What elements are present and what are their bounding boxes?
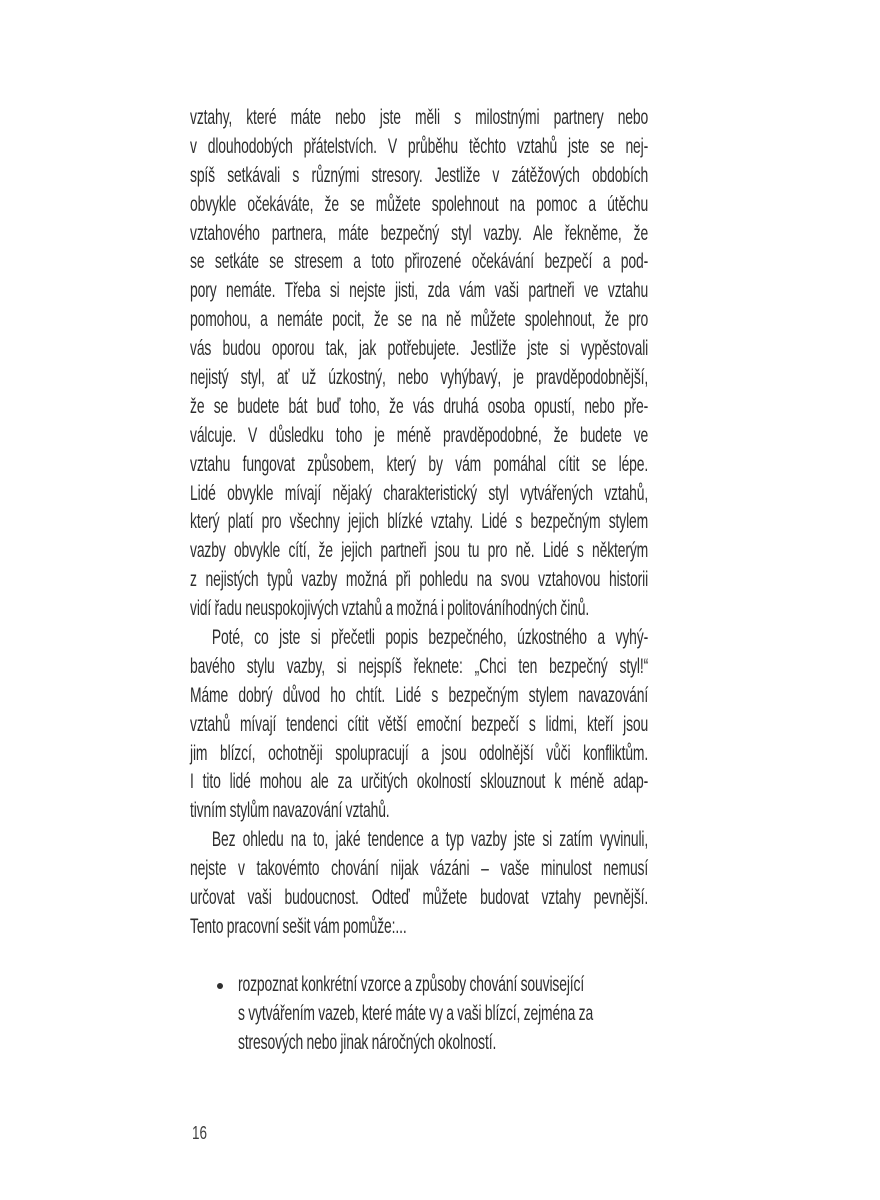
bullet-text-line: stresových nebo jinak náročných okolností. <box>238 1030 497 1054</box>
text-line: spíš setkávali s různými stresory. Jestliže v zátěžových obdobích <box>190 163 649 187</box>
text-line: bavého stylu vazby, si nejspíš řeknete: „Chci ten bezpečný styl!“ <box>190 654 649 678</box>
text-line: vás budou oporou tak, jak potřebujete. Jestliže jste si vypěstovali <box>190 337 649 361</box>
text-line: pory nemáte. Třeba si nejste jisti, zda vám vaši partneři ve vztahu <box>190 279 649 303</box>
bullet-text-line: s vytvářením vazeb, které máte vy a vaši blízcí, zejména za <box>238 1001 594 1025</box>
bullet-text-line: rozpoznat konkrétní vzorce a způsoby chování související <box>238 972 585 996</box>
text-line: vazby obvykle cítí, že jejich partneři jsou tu pro ně. Lidé s některým <box>190 539 649 563</box>
text-column <box>190 104 648 1058</box>
text-line: vztahů mívají tendenci cítit větší emoční bezpečí s lidmi, kteří jsou <box>190 712 649 736</box>
text-line: že se budete bát buď toho, že vás druhá osoba opustí, nebo pře- <box>190 394 649 418</box>
bullet-icon <box>217 983 223 989</box>
text-line: obvykle očekáváte, že se můžete spolehnout na pomoc a útěchu <box>190 192 649 216</box>
text-line: vztahového partnera, máte bezpečný styl vazby. Ale řekněme, že <box>190 221 649 245</box>
text-line: Poté, co jste si přečetli popis bezpečného, úzkostného a vyhý- <box>211 626 649 650</box>
text-line: válcuje. V důsledku toho je méně pravděpodobné, že budete ve <box>190 423 649 447</box>
paragraph <box>190 104 648 624</box>
text-line: tivním stylům navazování vztahů. <box>190 799 390 823</box>
text-line: Máme dobrý důvod ho chtít. Lidé s bezpečným stylem navazování <box>190 683 649 707</box>
text-line: Lidé obvykle mívají nějaký charakteristický styl vytvářených vztahů, <box>190 481 649 505</box>
text-line: který platí pro všechny jejich blízké vztahy. Lidé s bezpečným stylem <box>190 510 649 534</box>
list-item <box>238 971 648 1058</box>
text-line: nejistý styl, ať už úzkostný, nebo vyhýbavý, je pravděpodobnější, <box>190 366 649 390</box>
text-line: Tento pracovní sešit vám pomůže:... <box>190 914 407 938</box>
page-number: 16 <box>192 1123 208 1143</box>
text-line: Bez ohledu na to, jaké tendence a typ vazby jste si zatím vyvinuli, <box>211 828 649 852</box>
text-line: vztahu fungovat způsobem, který by vám pomáhal cítit se lépe. <box>190 452 649 476</box>
text-line: v dlouhodobých přátelstvích. V průběhu těchto vztahů jste se nej- <box>190 134 649 158</box>
text-line: vidí řadu neuspokojivých vztahů a možná i politováníhodných činů. <box>190 597 590 621</box>
text-line: určovat vaši budoucnost. Odteď můžete budovat vztahy pevnější. <box>190 886 649 910</box>
text-line: I tito lidé mohou ale za určitých okolností sklouznout k méně adap- <box>190 770 649 794</box>
paragraph <box>190 826 648 942</box>
text-line: jim blízcí, ochotněji spolupracují a jsou odolnější vůči konfliktům. <box>190 741 649 765</box>
text-line: z nejistých typů vazby možná při pohledu na svou vztahovou historii <box>190 568 649 592</box>
text-line: se setkáte se stresem a toto přirozené očekávání bezpečí a pod- <box>190 250 649 274</box>
text-line: pomohou, a nemáte pocit, že se na ně můžete spolehnout, že pro <box>190 308 649 332</box>
text-line: nejste v takovémto chování nijak vázáni – vaše minulost nemusí <box>190 857 649 881</box>
paragraph <box>190 624 648 826</box>
bullet-list <box>238 971 648 1058</box>
text-line: vztahy, které máte nebo jste měli s milostnými partnery nebo <box>190 106 649 129</box>
